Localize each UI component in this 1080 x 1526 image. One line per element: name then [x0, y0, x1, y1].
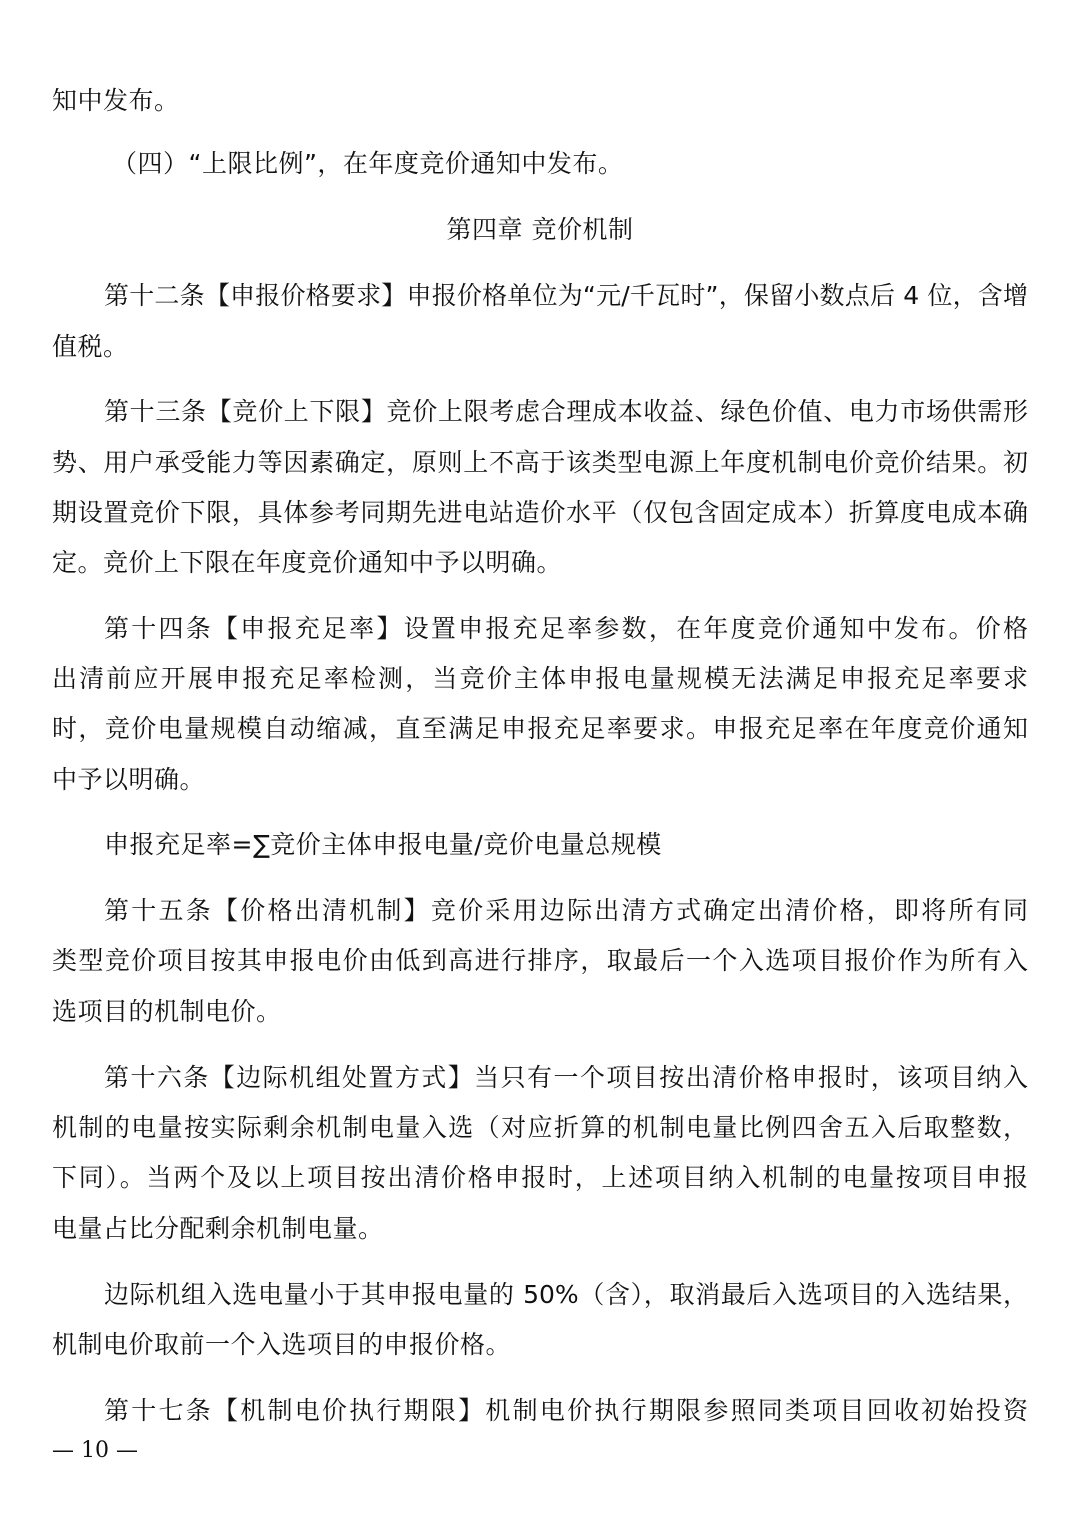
text-line: 电量占比分配剩余机制电量。	[52, 1214, 384, 1243]
text-line: 类型竞价项目按其申报电价由低到高进行排序，取最后一个入选项目报价作为所有入	[52, 946, 1028, 975]
text-line: 出清前应开展申报充足率检测，当竞价主体申报电量规模无法满足申报充足率要求	[52, 664, 1028, 693]
text-line: 第十四条【申报充足率】设置申报充足率参数，在年度竞价通知中发布。价格	[104, 614, 1028, 643]
text-line: 中予以明确。	[52, 765, 206, 794]
text-line: 边际机组入选电量小于其申报电量的 50%（含），取消最后入选项目的入选结果，	[104, 1280, 1028, 1309]
text-line: 第十五条【价格出清机制】竞价采用边际出清方式确定出清价格，即将所有同	[104, 896, 1028, 925]
text-line: 势、用户承受能力等因素确定，原则上不高于该类型电源上年度机制电价竞价结果。初	[52, 448, 1028, 477]
text-line: 第十六条【边际机组处置方式】当只有一个项目按出清价格申报时，该项目纳入	[104, 1063, 1028, 1092]
text-line: （四）“上限比例”，在年度竞价通知中发布。	[112, 149, 624, 178]
text-line: 机制的电量按实际剩余机制电量入选（对应折算的机制电量比例四舍五入后取整数，	[52, 1113, 1028, 1142]
text-line: 第十七条【机制电价执行期限】机制电价执行期限参照同类项目回收初始投资	[104, 1396, 1028, 1425]
text-line: 定。竞价上下限在年度竞价通知中予以明确。	[52, 548, 563, 577]
chapter-heading: 第四章 竞价机制	[446, 215, 634, 244]
formula-line: 申报充足率=∑竞价主体申报电量/竞价电量总规模	[104, 830, 662, 859]
text-line: 值税。	[52, 332, 129, 361]
page-number: — 10 —	[52, 1438, 138, 1463]
text-line: 期设置竞价下限，具体参考同期先进电站造价水平（仅包含固定成本）折算度电成本确	[52, 498, 1028, 527]
text-line: 第十三条【竞价上下限】竞价上限考虑合理成本收益、绿色价值、电力市场供需形	[104, 397, 1028, 426]
text-line: 选项目的机制电价。	[52, 997, 282, 1026]
text-line: 机制电价取前一个入选项目的申报价格。	[52, 1330, 512, 1359]
text-line: 知中发布。	[52, 86, 180, 115]
text-line: 下同）。当两个及以上项目按出清价格申报时，上述项目纳入机制的电量按项目申报	[52, 1163, 1028, 1192]
text-line: 时，竞价电量规模自动缩减，直至满足申报充足率要求。申报充足率在年度竞价通知	[52, 714, 1028, 743]
text-line: 第十二条【申报价格要求】申报价格单位为“元/千瓦时”，保留小数点后 4 位，含增	[104, 281, 1028, 310]
